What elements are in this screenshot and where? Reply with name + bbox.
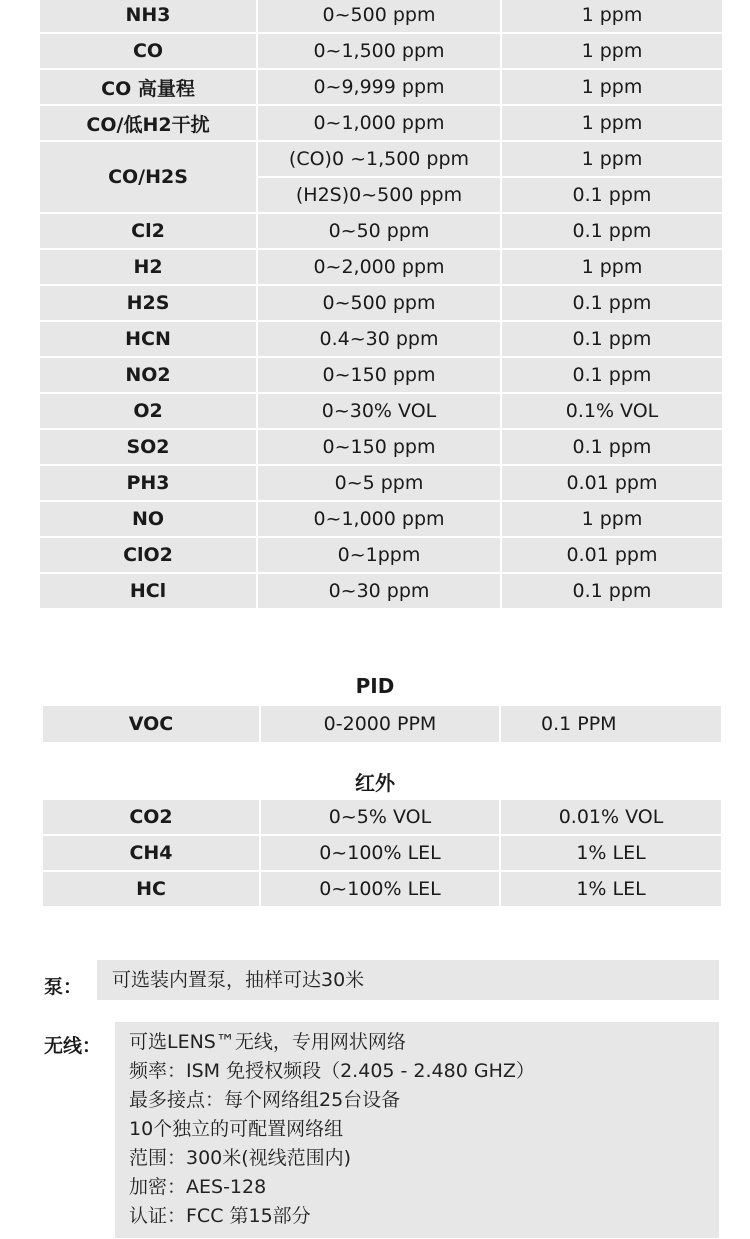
sensor-range: (CO)0 ~1,500 ppm [257, 141, 501, 177]
table-row [39, 321, 723, 357]
sensor-name: Cl2 [39, 213, 257, 249]
sensor-range: 0~30 ppm [257, 573, 501, 609]
sensor-resolution: 0.01 ppm [501, 537, 723, 573]
sensor-name: H2S [39, 285, 257, 321]
sensor-range: 0~2,000 ppm [257, 249, 501, 285]
sensor-name: NO2 [39, 357, 257, 393]
sensor-resolution: 0.1 ppm [501, 285, 723, 321]
sensor-range: 0~100% LEL [260, 835, 500, 871]
sensor-name: HCN [39, 321, 257, 357]
sensor-resolution: 0.1 ppm [501, 573, 723, 609]
table-row [39, 0, 723, 33]
table-row [39, 429, 723, 465]
sensor-range: 0~5% VOL [260, 799, 500, 835]
table-row [42, 871, 722, 907]
sensor-name: SO2 [39, 429, 257, 465]
sensor-range: 0~30% VOL [257, 393, 501, 429]
sensor-range: 0~9,999 ppm [257, 69, 501, 105]
sensor-resolution: 0.1 ppm [501, 429, 723, 465]
pump-label: 泵： [44, 976, 83, 998]
sensor-range: 0~50 ppm [257, 213, 501, 249]
sensor-resolution: 0.1 ppm [501, 321, 723, 357]
table-row [42, 705, 722, 743]
sensor-name: ClO2 [39, 537, 257, 573]
table-row [39, 213, 723, 249]
sensor-resolution: 0.01% VOL [500, 799, 722, 835]
sensor-resolution: 1 ppm [501, 141, 723, 177]
table-row [39, 33, 723, 69]
sensor-range: 0~150 ppm [257, 357, 501, 393]
sensor-resolution: 1 ppm [501, 501, 723, 537]
sensor-resolution: 1 ppm [501, 249, 723, 285]
sensor-name: H2 [39, 249, 257, 285]
sensor-range: 0~5 ppm [257, 465, 501, 501]
sensor-range: 0~500 ppm [257, 285, 501, 321]
sensor-resolution: 1 ppm [501, 33, 723, 69]
wireless-line: 最多接点：每个网络组25台设备 [129, 1089, 401, 1111]
sensor-range: 0~150 ppm [257, 429, 501, 465]
sensor-name: CH4 [42, 835, 260, 871]
wireless-line: 范围：300米(视线范围内) [129, 1147, 352, 1169]
wireless-label: 无线： [44, 1035, 102, 1057]
sensor-resolution: 1% LEL [500, 871, 722, 907]
sensor-range: 0~100% LEL [260, 871, 500, 907]
sensor-name: HCl [39, 573, 257, 609]
table-row [39, 105, 723, 141]
infrared-section-title: 红外 [355, 771, 395, 795]
sensor-range: (H2S)0~500 ppm [257, 177, 501, 213]
wireless-line: 可选LENS™无线，专用网状网络 [129, 1031, 406, 1053]
table-row [39, 573, 723, 609]
sensor-range: 0-2000 PPM [260, 705, 500, 743]
table-row [39, 357, 723, 393]
sensor-range: 0~1,000 ppm [257, 501, 501, 537]
sensor-resolution: 1 ppm [501, 69, 723, 105]
sensor-range: 0~1,000 ppm [257, 105, 501, 141]
sensor-resolution: 0.1% VOL [501, 393, 723, 429]
wireless-description [115, 1022, 719, 1238]
table-row [39, 249, 723, 285]
pid-section-title: PID [355, 674, 395, 698]
sensor-resolution: 0.1 PPM [500, 705, 722, 743]
sensor-name: VOC [42, 705, 260, 743]
sensor-name: CO/H2S [39, 141, 257, 213]
wireless-line: 加密：AES-128 [129, 1176, 267, 1198]
sensor-name: CO 高量程 [39, 69, 257, 105]
table-row [39, 465, 723, 501]
sensor-name: HC [42, 871, 260, 907]
sensor-resolution: 0.1 ppm [501, 357, 723, 393]
sensor-name: CO2 [42, 799, 260, 835]
table-row [42, 835, 722, 871]
sensor-resolution: 1% LEL [500, 835, 722, 871]
sensor-range: 0~500 ppm [257, 0, 501, 33]
table-row [39, 501, 723, 537]
table-row [39, 285, 723, 321]
sensor-resolution: 1 ppm [501, 0, 723, 33]
sensor-spec-table [38, 0, 724, 610]
wireless-line: 频率：ISM 免授权频段（2.405 - 2.480 GHZ） [129, 1060, 535, 1082]
pump-description: 可选装内置泵，抽样可达30米 [97, 960, 719, 1000]
table-row [39, 537, 723, 573]
sensor-resolution: 0.01 ppm [501, 465, 723, 501]
sensor-range: 0.4~30 ppm [257, 321, 501, 357]
pid-table [41, 704, 723, 744]
sensor-name: PH3 [39, 465, 257, 501]
sensor-range: 0~1,500 ppm [257, 33, 501, 69]
sensor-resolution: 0.1 ppm [501, 177, 723, 213]
sensor-name: NH3 [39, 0, 257, 33]
table-row [39, 141, 723, 177]
table-row [39, 69, 723, 105]
sensor-name: CO [39, 33, 257, 69]
sensor-range: 0~1ppm [257, 537, 501, 573]
sensor-resolution: 1 ppm [501, 105, 723, 141]
sensor-name: CO/低H2干扰 [39, 105, 257, 141]
sensor-resolution: 0.1 ppm [501, 213, 723, 249]
sensor-name: NO [39, 501, 257, 537]
table-row [39, 393, 723, 429]
sensor-name: O2 [39, 393, 257, 429]
wireless-line: 认证：FCC 第15部分 [129, 1205, 311, 1227]
infrared-table [41, 798, 723, 908]
wireless-line: 10个独立的可配置网络组 [129, 1118, 344, 1140]
table-row [42, 799, 722, 835]
